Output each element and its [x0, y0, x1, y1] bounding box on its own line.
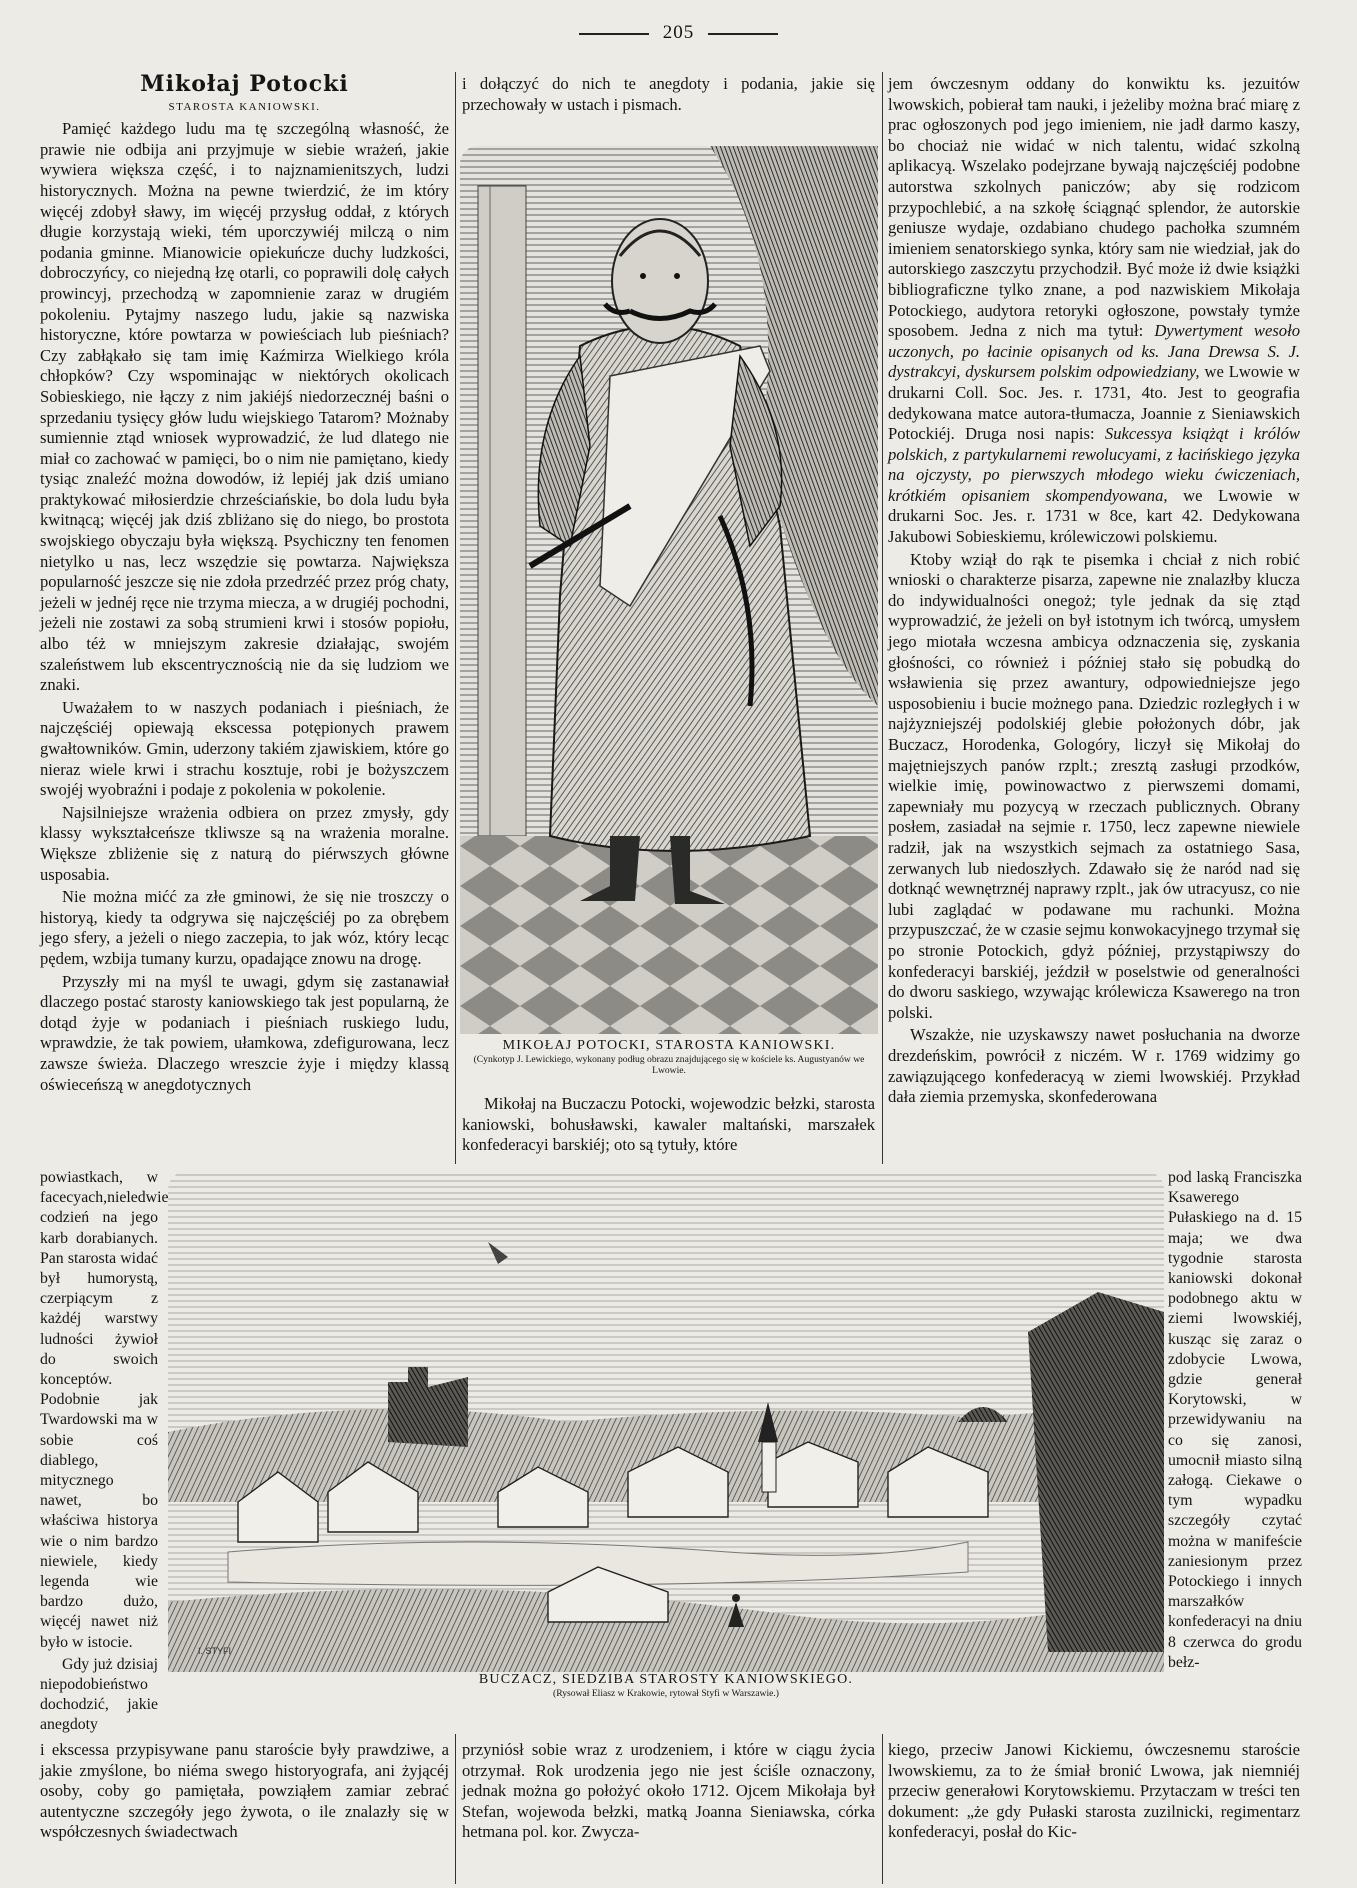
article-subtitle: STAROSTA KANIOWSKI. [168, 100, 321, 113]
col3-bottom-paragraph: kiego, przeciw Janowi Kickiemu, ówczesnemu staroście lwowskiemu, za to że śmiał bronić Lwowa, jak niemniéj przeciw generałowi Korytowskiemu. Przytaczam w treści ten dokument: „że gdy Pułaski starosta zuzilnicki, regimentarz konfederacyi, posłał do Kic- [888, 1740, 1300, 1842]
page-number-rule-right [708, 33, 778, 35]
col1-narrow-paragraph-1: powiastkach, w facecyach,nieledwie codzień na jego karb dorabianych. Pan starosta widać był humorystą, czerpiącym z każdéj warstwy ludności żywioł do swoich konceptów. Podobnie jak Twardowski ma w sobie coś diablego, mitycznego nawet, bo właściwa historya wie o nim bardzo niewiele, kiedy legenda wie bardzo dużo, więcéj nawet niż było w istocie. [40, 1169, 169, 1651]
col1-paragraph-5: Przyszły mi na myśl te uwagi, gdym się zastanawiał dlaczego postać starosty kaniowskiego tak jest popularną, że dotąd żyje w podaniach i pieśniach ruskiego ludu, wprawdzie, że tak powiem, ułamkowa, zdefigurowana, lecz zawsze świeża. Dlaczego wreszcie żyje i między klassą oświeceńszą w anegdotycznych [40, 971, 449, 1094]
page-number-rule-left [579, 33, 649, 35]
col1-paragraph-1: Pamięć każdego ludu ma tę szczególną własność, że prawie nie odbija ani przyjmuje w siebie wrażeń, jakie wywiera większa część, i to najznamienitszych, ludzi historycznych. Można na pewne twierdzić, że im który więcéj zdobył sławy, im więcéj przysług oddał, z których długie korzystają wieki, tém uporczywiéj milczą o nim podania gminne. Mianowicie opiekuńcze duchy ludzkości, dobroczyńcy, co niejedną łzę otarli, co poprawili dolę całych prowincyj, przechodzą w zapomnienie zaraz w drugiém pokoleniu. Pytajmy naszego ludu, jakie są nazwiska historyczne, które powtarza w powieściach lub pieśniach? Czy zabłąkało się tam imię Kaźmirza Wielkiego króla chłopków? Czy wspominając w niektórych okolicach Sobieskiego, nie łączy z nim jakiéjś niedorzecznéj baśni o sprzedaniu tysięcy głów ludu wiejskiego Tatarom? Możnaby sumiennie ztąd wniosek wyprowadzić, że lud dlatego nie miał co zachować w pamięci, bo o nim nie pamiętano, kiedy tysiąc znaleźć można dowodów, iż lepiéj jak dziś umiano praktykować miłosierdzie chrześciańskie, bo dola ludu była kwitnącą; więcéj jak dziś zbliżano się do niego, bo prostota swojskiego obyczaju była większą. Psychiczny ten fenomen nietylko u nas, lecz wszędzie się powtarza. Największa popularność jeszcze się nie zdoła przedrzéć przez próg chaty, jeżeli w jednéj ręce nie trzyma miecza, a w drugiéj pochodni, jeżeli nie zostawi za sobą strumieni krwi i stosów popiołu, albo téż w mniejszym zakresie działając, swojém szaleństwem lub ekscentrycznością nie da się ludziom we znaki. [40, 119, 449, 695]
col3-paragraph-2: Ktoby wziął do rąk te pisemka i chciał z nich robić wnioski o charakterze pisarza, zapewne nie znalazłby klucza do indywidualności onegoż; tyle jednak da się ztąd wyprowadzić, że jeżeli on był istotnym ich twórcą, umysłem jego miotała wczesna ambicya odznaczenia się, zyskania głośności, co również i później stało się pobudką do wsławienia się przez awantury, odpowiedniejsze jego usposobieniu i bucie możnego pana. Dziedzic rozległych i w najżyzniejszéj podolskiéj glebie położonych dóbr, jak Buczacz, Horodenka, Gologóry, liczył się Mikołaj do majętniejszych panów rzplt.; zresztą zasługi przodków, wielkie imię, powinowactwo z pierwszemi domami, zapewniały mu pozycyą w rzeczach publicznych. Obrany posłem, zasiadał na sejmie r. 1750, lecz zapewne niewiele radził, jak na wszystkich sejmach za ostatniego Sasa, zerwanych lub niedoszłych. Zdawało się że naród nad się dotknąć wewnętrznéj naprawy rzplt., jak ów utracyusz, co nie lubi zaglądać w podawane mu rachunki. Można przypuszczać, że w czasie sejmu konwokacyjnego trzymał się po stronie Potockich, gdyż później, przystąpiwszy do konfederacyi barskiéj, jeździł w poselstwie od generalności do dworu saskiego, wzywając królewicza Ksawerego na tron polski. [888, 549, 1300, 1022]
col1-paragraph-4: Nie można mićć za złe gminowi, że się nie troszczy o historyą, kiedy ta odgrywa się najczęściéj po za obrębem jego sfery, a jeżeli o niego zaczepia, to jak wóz, który lecąc pędem, wzbija tumany kurzu, opadające znowu na drogę. [40, 887, 449, 968]
col3-paragraph-1: jem ówczesnym oddany do konwiktu ks. jezuitów lwowskich, pobierał tam nauki, i jeżeliby można brać miarę z prac ogłoszonych pod jego imieniem, nie jadł darmo kaszy, bo chociaż nie widać w nich talentu, widać szkolną aplikacyą. Wszelako podejrzane bywają najczęściéj podobne autorstwa szkolnych paniczów; aby się rodzicom przypochlebić, a na szkołę ściągnąć splendor, że autorskie geniusze wydaje, ozdabiano chudego pachołka szumném imieniem senatorskiego synka, który sam nie wiedział, jak do autorskiego zaszczytu przychodził. Być może iż dwie książki bibliograficzne tylko znane, a pod nazwiskiem Mikołaja Potockiego, audytora retoryki ogłoszone, powstały tymże sposobem. Jedna z nich ma tytuł: Dywertyment wesoło uczonych, po łacinie opisanych od ks. Jana Drewsa S. J. dystrakcyi, dyskursem polskim odpowiedziany, we Lwowie w drukarni Coll. Soc. Jes. r. 1731, 4to. Jest to geografia dedykowana matce autora-tłumacza, Joannie z Sieniawskich Potockiéj. Druga nosi napis: Sukcessya książąt i królów polskich, z partykularnemi rewolucyami, z łacińskiego języka na ojczysty, po pierwszych młodego wieku ćwiczeniach, krótkiém opisaniem skompendyowana, we Lwowie w drukarni Soc. Jes. r. 1731 w 8ce, kart 42. Dedykowana Jakubowi Sobieskiemu, królewiczowi polskiemu. [888, 74, 1301, 547]
col3-narrow-paragraph: pod laską Franciszka Ksawerego Pułaskiego na d. 15 maja; we dwa tygodnie starosta kaniowski dokonał podobnego aktu w ziemi lwowskiéj, kusząc się zaraz o zdobycie Lwowa, gdzie generał Korytowski, w przewidywaniu na co się zanosi, umocnił miasto silną załogą. Ciekawe o tym wypadku szczegóły czytać można w manifeście zaniesionym przez Potockiego i innych marszałków konfederacyi na dniu 8 czerwca do grodu bełz- [1168, 1169, 1302, 1671]
col1-paragraph-3: Najsilniejsze wrażenia odbiera on przez zmysły, gdy klassy wykształceńsze tkliwsze są na wrażenia moralne. Większe zbliżenie się z naturą do piérwszych główne usposabia. [40, 802, 449, 884]
col3-book-title-1: Dywertyment wesoło uczonych, po łacinie opisanych od ks. Jana Drewsa S. J. dystrakcyi, dyskursem polskim odpowiedziany, [888, 321, 1301, 382]
portrait-caption [460, 1038, 878, 1076]
article-column-1-narrow [40, 1168, 169, 1734]
landscape-illustration [168, 1172, 1164, 1672]
article-column-3-bottom [888, 1740, 1300, 1880]
article-column-1 [40, 71, 449, 1174]
col1-paragraph-2: Uważałem to w naszych podaniach i pieśniach, że najczęściéj opiewają ekscessa potępionych prawem gwałtowników. Gmin, uderzony takiém zjawiskiem, które go nieraz wiele krwi i strachu kosztuje, robi je bożyszczem swojéj wyobraźni i podaje z pokolenia w pokolenie. [40, 697, 449, 800]
landscape-caption-credit: (Rysował Eliasz w Krakowie, rytował Styfi w Warszawie.) [553, 1688, 779, 1699]
col3-paragraph-3: Wszakże, nie uzyskawszy nawet posłuchania na dworze drezdeńskim, powrócił z niczém. W r. 1769 widzimy go zawiązującego konfederacyą w ziemi lwowskiéj. Przykład dała ziemia przemyska, skonfederowana [888, 1025, 1300, 1107]
landscape-artist-mark: I. STYFI [198, 1646, 232, 1656]
col2-top-paragraph: i dołączyć do nich te anegdoty i podania, jakie się przechowały w ustach i pismach. [462, 74, 875, 114]
landscape-engraving [168, 1172, 1164, 1672]
column-rule-1 [455, 72, 456, 1164]
col1-bottom-paragraph: i ekscessa przypisywane panu staroście były prawdziwe, a jakie zmyślone, bo niéma swego historyografa, ani żyjącéj osoby, coby go pamiętała, powziąłem zamiar zebrać autentyczne szczegóły jego żywota, o ile znalazły się w współczesnych świadectwach [40, 1740, 449, 1842]
article-column-2-bottom [462, 1740, 875, 1880]
landscape-caption-title: BUCZACZ, SIEDZIBA STAROSTY KANIOWSKIEGO. [478, 1672, 854, 1687]
article-column-2-middle [462, 1094, 875, 1160]
column-rule-2-bottom [882, 1734, 883, 1884]
col3-book-title-2: Sukcessya książąt i królów polskich, z partykularnemi rewolucyami, z łacińskiego języka na ojczysty, po pierwszych młodego wieku ćwiczeniach, krótkiém opisaniem skompendyowana, [888, 424, 1300, 505]
page-number: 205 [0, 22, 1357, 44]
portrait-caption-credit: (Cynkotyp J. Lewickiego, wykonany podług obrazu znajdującego się w kościele ks. Augustyanów we Lwowie. [473, 1054, 865, 1076]
landscape-caption [168, 1672, 1164, 1699]
col2-middle-paragraph: Mikołaj na Buczaczu Potocki, wojewodzic bełzki, starosta kaniowski, bohusławski, kawaler maltański, marszałek konfederacyi barskiéj; oto są tytuły, które [462, 1094, 875, 1155]
column-rule-1-bottom [455, 1734, 456, 1884]
article-column-2-top [462, 74, 875, 118]
portrait-engraving [460, 146, 878, 1034]
article-title: Mikołaj Potocki [140, 71, 349, 97]
col2-bottom-paragraph: przyniósł sobie wraz z urodzeniem, i które w ciągu życia otrzymał. Rok urodzenia jego nie jest ściśle oznaczony, jednak można go położyć około 1712. Ojcem Mikołaja był Stefan, wojewoda bełzki, matką Joanna Sieniawska, córka hetmana pol. kor. Zwycza- [462, 1740, 875, 1842]
portrait-caption-title: MIKOŁAJ POTOCKI, STAROSTA KANIOWSKI. [502, 1038, 836, 1053]
article-column-1-bottom [40, 1740, 449, 1880]
article-column-3 [888, 74, 1300, 1166]
portrait-illustration [460, 146, 878, 1034]
column-rule-2 [882, 72, 883, 1164]
article-column-3-narrow [1168, 1168, 1302, 1720]
col1-narrow-paragraph-2: Gdy już dzisiaj niepodobieństwo dochodzić, jakie anegdoty [40, 1655, 158, 1734]
